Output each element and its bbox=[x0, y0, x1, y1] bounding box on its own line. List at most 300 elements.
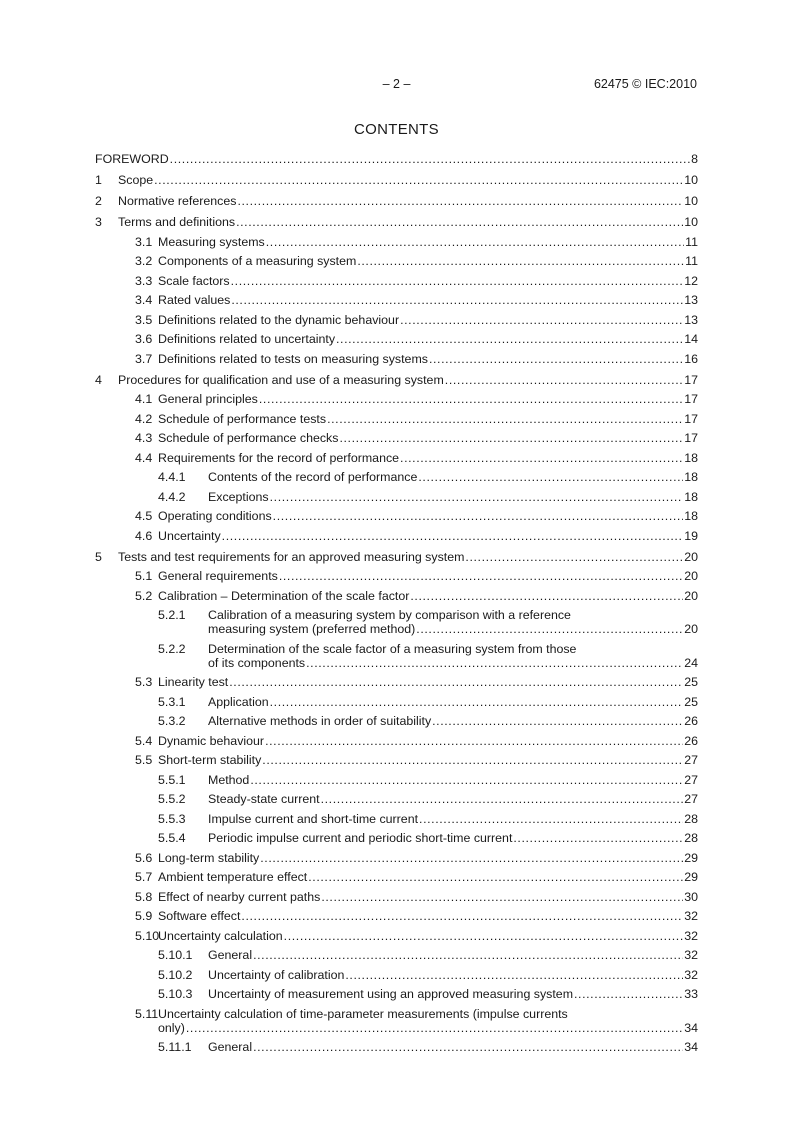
toc-entry-line bbox=[158, 1021, 698, 1035]
toc-entry-page: 29 bbox=[684, 870, 698, 885]
toc-entry-number: 5.10.3 bbox=[158, 987, 193, 1002]
toc-entry-body bbox=[158, 352, 698, 366]
dot-leader bbox=[445, 373, 683, 387]
toc-entry-line bbox=[158, 332, 698, 346]
toc-entry[interactable] bbox=[95, 191, 698, 211]
toc-entry-body bbox=[158, 909, 698, 923]
toc-entry-number: 5 bbox=[95, 549, 102, 564]
dot-leader bbox=[432, 714, 683, 728]
dot-leader bbox=[419, 812, 683, 826]
dot-leader bbox=[345, 968, 683, 982]
toc-entry-page: 18 bbox=[684, 489, 698, 504]
toc-entry-body bbox=[158, 569, 698, 583]
toc-entry[interactable] bbox=[95, 310, 698, 330]
dot-leader bbox=[339, 431, 683, 445]
toc-entry-number: 5.4 bbox=[135, 733, 153, 748]
toc-entry-body bbox=[208, 470, 698, 484]
dot-leader bbox=[357, 254, 684, 268]
toc-entry-number: 5.9 bbox=[135, 909, 153, 924]
dot-leader bbox=[231, 293, 683, 307]
toc-entry-title: Definitions related to uncertainty bbox=[158, 332, 336, 347]
toc-entry-body bbox=[158, 254, 698, 268]
toc-entry[interactable] bbox=[95, 409, 698, 429]
toc-entry-body bbox=[208, 812, 698, 826]
dot-leader bbox=[465, 550, 683, 564]
toc-entry[interactable] bbox=[95, 547, 698, 567]
toc-entry-title: Terms and definitions bbox=[118, 215, 236, 230]
table-of-contents bbox=[95, 149, 698, 1057]
toc-entry-title: Uncertainty calculation of time-parameter measurements (impulse currents bbox=[158, 1006, 568, 1021]
dot-leader bbox=[253, 948, 683, 962]
toc-entry-body bbox=[158, 734, 698, 748]
toc-entry-number: 5.10.1 bbox=[158, 948, 193, 963]
toc-entry-page: 20 bbox=[684, 549, 698, 564]
toc-entry[interactable] bbox=[95, 731, 698, 751]
toc-entry-title-continued: measuring system (preferred method) bbox=[208, 622, 416, 637]
toc-entry[interactable] bbox=[95, 170, 698, 190]
dot-leader bbox=[260, 851, 683, 865]
toc-entry[interactable] bbox=[95, 945, 698, 965]
toc-entry[interactable] bbox=[95, 271, 698, 291]
toc-entry-body bbox=[208, 968, 698, 982]
toc-entry-body bbox=[158, 753, 698, 767]
toc-entry-page: 18 bbox=[684, 450, 698, 465]
toc-entry-page: 11 bbox=[685, 254, 698, 269]
toc-entry-number: 5.8 bbox=[135, 889, 153, 904]
toc-entry-line bbox=[158, 509, 698, 523]
toc-entry[interactable] bbox=[95, 605, 698, 639]
dot-leader bbox=[416, 622, 683, 636]
dot-leader bbox=[273, 509, 684, 523]
toc-entry-line bbox=[158, 569, 698, 583]
dot-leader bbox=[400, 451, 683, 465]
toc-entry-title: Long-term stability bbox=[158, 850, 260, 865]
toc-entry-line bbox=[158, 529, 698, 543]
toc-entry-number: 5.3.1 bbox=[158, 694, 186, 709]
toc-entry-body bbox=[118, 550, 698, 564]
dot-leader bbox=[279, 569, 683, 583]
toc-entry-body bbox=[158, 890, 698, 904]
toc-entry-body bbox=[118, 373, 698, 387]
dot-leader bbox=[241, 909, 683, 923]
toc-entry-title: Components of a measuring system bbox=[158, 254, 357, 269]
page-number-header: – 2 – bbox=[382, 77, 411, 91]
toc-entry[interactable] bbox=[95, 389, 698, 409]
toc-entry-number: 3.1 bbox=[135, 234, 153, 249]
toc-entry[interactable] bbox=[95, 639, 698, 673]
document-id-header: 62475 © IEC:2010 bbox=[593, 77, 697, 91]
toc-entry-title: Impulse current and short-time current bbox=[208, 811, 419, 826]
dot-leader bbox=[250, 773, 683, 787]
toc-entry[interactable] bbox=[95, 370, 698, 390]
toc-entry-number: 5.10 bbox=[135, 928, 160, 943]
toc-entry-line bbox=[158, 274, 698, 288]
toc-entry-title: Alternative methods in order of suitability bbox=[208, 714, 432, 729]
toc-entry-title: Short-term stability bbox=[158, 753, 262, 768]
toc-entry[interactable] bbox=[95, 566, 698, 586]
dot-leader bbox=[231, 274, 684, 288]
toc-entry-number: 5.5.4 bbox=[158, 831, 186, 846]
toc-entry-number: 4 bbox=[95, 372, 102, 387]
toc-entry-title: Software effect bbox=[158, 909, 241, 924]
toc-entry-page: 20 bbox=[684, 588, 698, 603]
dot-leader bbox=[262, 753, 683, 767]
toc-entry-body bbox=[158, 929, 698, 943]
toc-entry-number: 5.5.2 bbox=[158, 792, 186, 807]
toc-entry-page: 20 bbox=[684, 569, 698, 584]
toc-entry-body bbox=[208, 792, 698, 806]
toc-entry[interactable] bbox=[95, 329, 698, 349]
toc-entry-line bbox=[158, 851, 698, 865]
toc-entry-body bbox=[158, 313, 698, 327]
toc-entry[interactable] bbox=[95, 428, 698, 448]
dot-leader bbox=[270, 695, 684, 709]
toc-entry-page: 27 bbox=[684, 792, 698, 807]
toc-entry-line bbox=[208, 714, 698, 728]
dot-leader bbox=[574, 987, 683, 1001]
toc-entry-number: 3.3 bbox=[135, 273, 153, 288]
toc-entry-body bbox=[158, 451, 698, 465]
toc-entry-title: Normative references bbox=[118, 193, 237, 208]
toc-entry-line bbox=[118, 373, 698, 387]
toc-entry-line bbox=[118, 194, 698, 208]
toc-entry-title: Definitions related to tests on measuring systems bbox=[158, 351, 428, 366]
toc-entry[interactable] bbox=[95, 984, 698, 1004]
toc-entry-title: Contents of the record of performance bbox=[208, 470, 418, 485]
toc-entry-line bbox=[158, 753, 698, 767]
toc-entry[interactable] bbox=[95, 809, 698, 829]
toc-entry-title: General bbox=[208, 1040, 253, 1055]
toc-entry-line bbox=[158, 451, 698, 465]
toc-entry-number: 2 bbox=[95, 193, 102, 208]
toc-entry[interactable] bbox=[95, 828, 698, 848]
toc-entry-body bbox=[208, 987, 698, 1001]
toc-entry-page: 29 bbox=[684, 850, 698, 865]
toc-entry-body bbox=[208, 490, 698, 504]
toc-entry[interactable] bbox=[95, 586, 698, 606]
toc-entry-line bbox=[158, 293, 698, 307]
toc-entry-number: 5.6 bbox=[135, 850, 153, 865]
toc-entry-title-continued: only) bbox=[158, 1020, 185, 1035]
toc-entry[interactable] bbox=[95, 526, 698, 546]
toc-entry-page: 26 bbox=[684, 714, 698, 729]
toc-entry[interactable] bbox=[95, 487, 698, 507]
toc-entry-number: 5.2.2 bbox=[158, 641, 186, 656]
toc-entry-line bbox=[158, 890, 698, 904]
toc-entry-line bbox=[118, 550, 698, 564]
dot-leader bbox=[222, 529, 684, 543]
dot-leader bbox=[400, 313, 683, 327]
toc-entry-body bbox=[158, 675, 698, 689]
toc-entry[interactable] bbox=[95, 232, 698, 252]
toc-entry-number: 3.4 bbox=[135, 293, 153, 308]
toc-entry-title: Steady-state current bbox=[208, 792, 320, 807]
dot-leader bbox=[429, 352, 683, 366]
toc-entry-page: 34 bbox=[684, 1040, 698, 1055]
toc-entry-number: 5.5.3 bbox=[158, 811, 186, 826]
toc-entry-page: 25 bbox=[684, 694, 698, 709]
toc-entry-title: Effect of nearby current paths bbox=[158, 889, 321, 904]
toc-entry-number: 3.6 bbox=[135, 332, 153, 347]
toc-entry-line bbox=[118, 173, 698, 187]
toc-entry-page: 28 bbox=[684, 811, 698, 826]
toc-entry-line bbox=[208, 812, 698, 826]
toc-entry-number: 5.5.1 bbox=[158, 772, 186, 787]
toc-entry[interactable] bbox=[95, 848, 698, 868]
dot-leader bbox=[513, 831, 683, 845]
toc-entry-page: 25 bbox=[684, 675, 698, 690]
toc-entry[interactable] bbox=[95, 867, 698, 887]
toc-entry[interactable] bbox=[95, 750, 698, 770]
toc-entry-title: Calibration – Determination of the scale factor bbox=[158, 588, 410, 603]
toc-entry-number: 4.4 bbox=[135, 450, 153, 465]
toc-entry-body bbox=[208, 948, 698, 962]
toc-entry-title: Uncertainty of calibration bbox=[208, 967, 345, 982]
toc-entry-line bbox=[208, 1040, 698, 1054]
dot-leader bbox=[170, 152, 690, 166]
dot-leader bbox=[259, 392, 683, 406]
toc-entry-page: 34 bbox=[684, 1020, 698, 1035]
toc-entry-number: 4.1 bbox=[135, 392, 153, 407]
dot-leader bbox=[418, 470, 683, 484]
toc-entry-body bbox=[158, 431, 698, 445]
toc-entry[interactable] bbox=[95, 926, 698, 946]
toc-entry-line bbox=[158, 909, 698, 923]
toc-entry-page: 26 bbox=[684, 733, 698, 748]
toc-entry-title: Uncertainty of measurement using an approved measuring system bbox=[208, 987, 574, 1002]
toc-entry[interactable] bbox=[95, 789, 698, 809]
toc-entry-body bbox=[95, 152, 698, 166]
toc-entry-page: 17 bbox=[684, 392, 698, 407]
toc-entry-body bbox=[118, 194, 698, 208]
toc-entry-line bbox=[158, 235, 698, 249]
toc-entry-body bbox=[158, 870, 698, 884]
toc-entry-page: 27 bbox=[684, 772, 698, 787]
toc-entry-body bbox=[158, 274, 698, 288]
toc-entry-number: 5.5 bbox=[135, 753, 153, 768]
toc-entry-line bbox=[118, 215, 698, 229]
toc-entry-title-continued: of its components bbox=[208, 655, 306, 670]
toc-entry-title: Determination of the scale factor of a measuring system from those bbox=[208, 641, 577, 656]
toc-entry[interactable] bbox=[95, 349, 698, 369]
toc-entry-title: Application bbox=[208, 694, 269, 709]
toc-entry-number: 5.3.2 bbox=[158, 714, 186, 729]
toc-entry-page: 8 bbox=[691, 151, 698, 166]
toc-entry-body bbox=[208, 695, 698, 709]
toc-entry-number: 5.3 bbox=[135, 675, 153, 690]
toc-entry-number: 5.11 bbox=[135, 1006, 159, 1021]
toc-entry-title: General bbox=[208, 948, 253, 963]
dot-leader bbox=[253, 1040, 683, 1054]
toc-entry-page: 17 bbox=[684, 411, 698, 426]
toc-entry-line bbox=[158, 734, 698, 748]
toc-entry[interactable] bbox=[95, 290, 698, 310]
toc-entry-page: 17 bbox=[684, 372, 698, 387]
toc-entry[interactable] bbox=[95, 1004, 698, 1038]
toc-entry-page: 16 bbox=[684, 351, 698, 366]
toc-entry-line bbox=[158, 870, 698, 884]
toc-entry-line bbox=[208, 773, 698, 787]
toc-entry-body bbox=[118, 215, 698, 229]
dot-leader bbox=[154, 173, 683, 187]
toc-entry-line bbox=[158, 254, 698, 268]
toc-entry-page: 33 bbox=[684, 987, 698, 1002]
toc-entry-body bbox=[208, 642, 698, 670]
toc-entry-title: General principles bbox=[158, 392, 258, 407]
toc-entry-title: Exceptions bbox=[208, 489, 269, 504]
dot-leader bbox=[236, 215, 683, 229]
toc-entry-body bbox=[158, 589, 698, 603]
toc-entry-title: Dynamic behaviour bbox=[158, 733, 265, 748]
toc-entry[interactable] bbox=[95, 887, 698, 907]
toc-entry-page: 28 bbox=[684, 831, 698, 846]
toc-entry[interactable] bbox=[95, 906, 698, 926]
toc-entry-number: 1 bbox=[95, 172, 102, 187]
toc-entry-page: 19 bbox=[684, 528, 698, 543]
toc-entry-line bbox=[208, 490, 698, 504]
toc-entry-line bbox=[158, 589, 698, 603]
toc-entry-line bbox=[208, 656, 698, 670]
toc-entry-body bbox=[158, 1007, 698, 1035]
toc-entry-line bbox=[158, 313, 698, 327]
toc-entry-line bbox=[158, 352, 698, 366]
toc-entry-title: Tests and test requirements for an approved measuring system bbox=[118, 549, 465, 564]
toc-entry-title: Rated values bbox=[158, 293, 231, 308]
toc-entry-number: 4.3 bbox=[135, 431, 153, 446]
toc-entry-line bbox=[158, 431, 698, 445]
dot-leader bbox=[229, 675, 683, 689]
toc-entry-line bbox=[158, 392, 698, 406]
toc-entry-line bbox=[208, 948, 698, 962]
toc-entry-body bbox=[208, 831, 698, 845]
toc-entry-page: 27 bbox=[684, 753, 698, 768]
toc-entry[interactable] bbox=[95, 506, 698, 526]
toc-entry[interactable] bbox=[95, 467, 698, 487]
toc-entry-title: Schedule of performance tests bbox=[158, 411, 327, 426]
toc-entry-line bbox=[208, 831, 698, 845]
toc-entry-number: 4.4.1 bbox=[158, 470, 186, 485]
toc-entry-body bbox=[158, 529, 698, 543]
toc-entry-line bbox=[95, 152, 698, 166]
toc-entry-number: 3.5 bbox=[135, 312, 153, 327]
dot-leader bbox=[270, 490, 684, 504]
toc-entry-line bbox=[208, 470, 698, 484]
toc-entry[interactable] bbox=[95, 672, 698, 692]
toc-entry-number: 5.7 bbox=[135, 870, 153, 885]
toc-entry-page: 17 bbox=[684, 431, 698, 446]
contents-title: CONTENTS bbox=[354, 121, 439, 138]
toc-entry-line bbox=[208, 695, 698, 709]
toc-entry-body bbox=[118, 173, 698, 187]
dot-leader bbox=[284, 929, 684, 943]
toc-entry-page: 20 bbox=[684, 622, 698, 637]
toc-entry-page: 30 bbox=[684, 889, 698, 904]
toc-entry-number: 3.7 bbox=[135, 351, 153, 366]
toc-entry-page: 24 bbox=[684, 655, 698, 670]
toc-entry-line bbox=[208, 987, 698, 1001]
toc-entry-page: 10 bbox=[684, 215, 698, 230]
toc-entry-title: Method bbox=[208, 772, 250, 787]
toc-entry-line bbox=[208, 792, 698, 806]
dot-leader bbox=[266, 235, 684, 249]
toc-entry[interactable] bbox=[95, 711, 698, 731]
toc-entry-body bbox=[158, 509, 698, 523]
dot-leader bbox=[336, 332, 683, 346]
toc-entry-line bbox=[158, 675, 698, 689]
toc-entry-number: 4.5 bbox=[135, 509, 153, 524]
toc-entry-title: Ambient temperature effect bbox=[158, 870, 308, 885]
dot-leader bbox=[186, 1021, 683, 1035]
toc-entry-title: Definitions related to the dynamic behaviour bbox=[158, 312, 400, 327]
toc-entry-body bbox=[158, 235, 698, 249]
toc-entry-title: Operating conditions bbox=[158, 509, 272, 524]
toc-entry-title: Procedures for qualification and use of a measuring system bbox=[118, 372, 444, 387]
toc-entry-body bbox=[208, 773, 698, 787]
toc-entry[interactable] bbox=[95, 149, 698, 169]
toc-entry-title: Uncertainty bbox=[158, 528, 221, 543]
toc-entry-title: FOREWORD bbox=[95, 151, 169, 166]
toc-entry[interactable] bbox=[95, 965, 698, 985]
toc-entry[interactable] bbox=[95, 692, 698, 712]
toc-entry-line bbox=[158, 412, 698, 426]
toc-entry-number: 5.2 bbox=[135, 588, 153, 603]
toc-entry-number: 5.10.2 bbox=[158, 967, 193, 982]
toc-entry-page: 13 bbox=[684, 312, 698, 327]
toc-entry-title: Calibration of a measuring system by comparison with a reference bbox=[208, 608, 571, 623]
toc-entry-number: 3.2 bbox=[135, 254, 153, 269]
toc-entry-body bbox=[158, 293, 698, 307]
toc-entry-body bbox=[208, 608, 698, 636]
toc-entry[interactable] bbox=[95, 448, 698, 468]
dot-leader bbox=[321, 792, 684, 806]
toc-entry-title: Measuring systems bbox=[158, 234, 265, 249]
toc-entry-body bbox=[158, 851, 698, 865]
toc-entry-page: 32 bbox=[684, 909, 698, 924]
toc-entry-number: 3 bbox=[95, 215, 102, 230]
toc-entry-title: General requirements bbox=[158, 569, 278, 584]
toc-entry-body bbox=[158, 412, 698, 426]
dot-leader bbox=[237, 194, 683, 208]
toc-entry[interactable] bbox=[95, 770, 698, 790]
toc-entry-line bbox=[158, 929, 698, 943]
toc-entry-title: Periodic impulse current and periodic short-time current bbox=[208, 831, 513, 846]
toc-entry-number: 4.2 bbox=[135, 411, 153, 426]
toc-entry-number: 5.11.1 bbox=[158, 1040, 192, 1055]
dot-leader bbox=[306, 656, 683, 670]
toc-entry-body bbox=[158, 332, 698, 346]
toc-entry-number: 5.2.1 bbox=[158, 608, 186, 623]
toc-entry[interactable] bbox=[95, 251, 698, 271]
toc-entry-page: 14 bbox=[684, 332, 698, 347]
toc-entry-line bbox=[208, 968, 698, 982]
toc-entry-title: Linearity test bbox=[158, 675, 229, 690]
toc-entry-page: 32 bbox=[684, 928, 698, 943]
toc-entry-body bbox=[158, 392, 698, 406]
toc-entry-title: Uncertainty calculation bbox=[158, 928, 283, 943]
dot-leader bbox=[327, 412, 683, 426]
toc-entry-page: 12 bbox=[684, 273, 698, 288]
toc-entry-page: 13 bbox=[684, 293, 698, 308]
toc-entry-body bbox=[208, 714, 698, 728]
toc-entry-page: 18 bbox=[684, 509, 698, 524]
toc-entry-title: Scope bbox=[118, 172, 154, 187]
toc-entry-page: 32 bbox=[684, 967, 698, 982]
toc-entry-page: 18 bbox=[684, 470, 698, 485]
toc-entry-number: 4.6 bbox=[135, 528, 153, 543]
toc-entry-page: 10 bbox=[684, 172, 698, 187]
toc-entry[interactable] bbox=[95, 212, 698, 232]
toc-entry[interactable] bbox=[95, 1037, 698, 1057]
